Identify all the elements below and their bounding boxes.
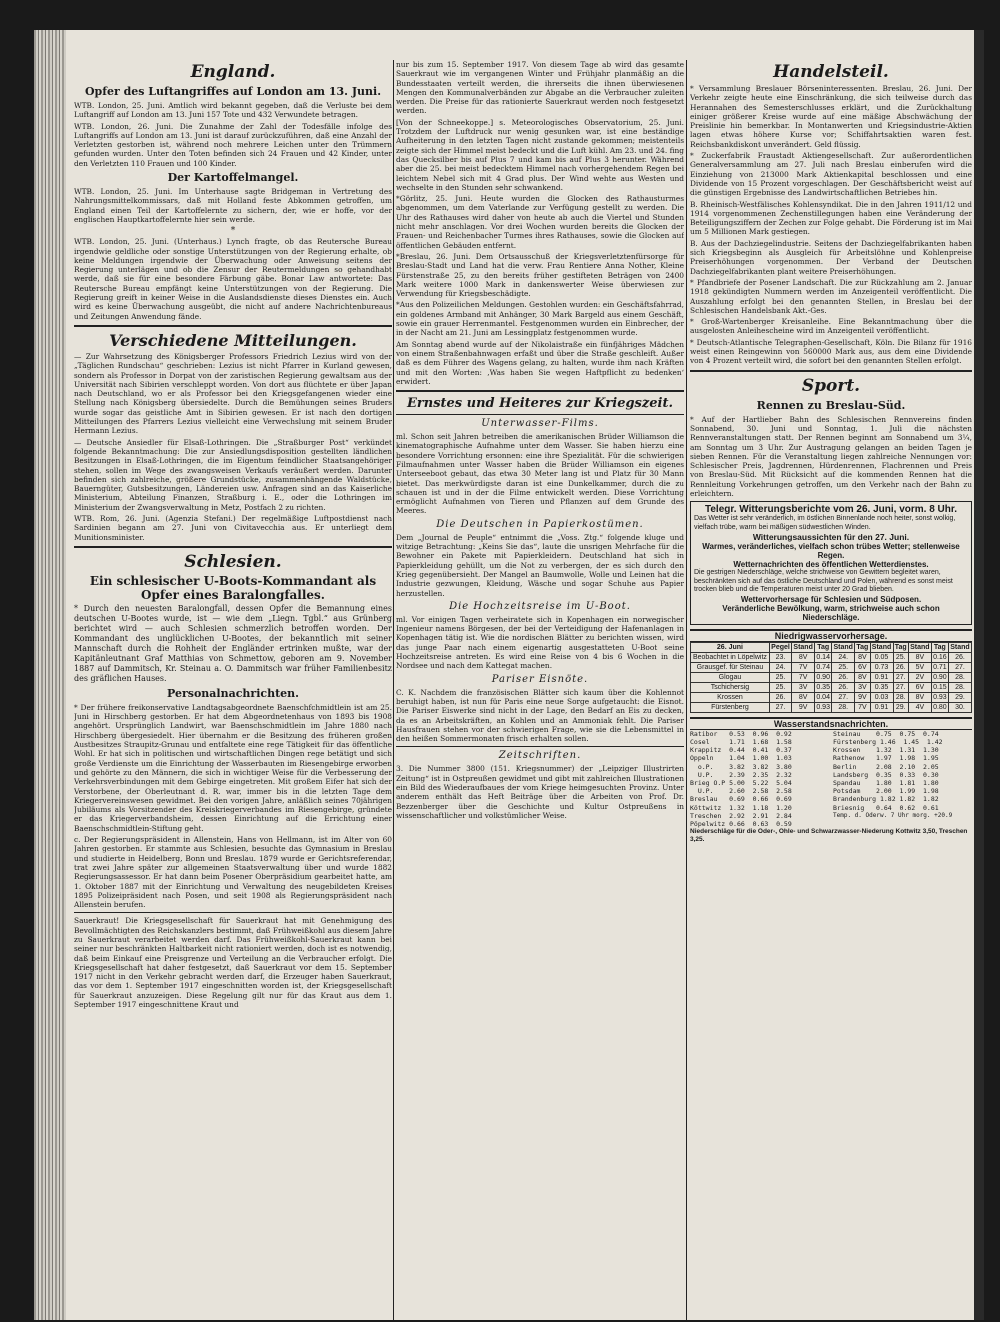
article-paragraph: *Breslau, 26. Juni. Dem Ortsausschuß der Kriegsverletztenfürsorge für Breslau-Stadt und Land hat die verw. Frau Rentiere Anna Nother, Kleine Fürstenstraße 25, zu den bereits früher gestifteten Beträgen von 2400 Mark weitere 1000 Mark in dankenswerter Weise überwiesen zur Verwendung für Kriegsbeschädigte. xyxy=(396,251,684,299)
table-cell: 0.90 xyxy=(816,673,830,681)
table-cell: 0.04 xyxy=(816,693,830,701)
table-cell: 25. xyxy=(832,662,855,672)
gauge-table-right: Steinau 0.75 0.75 0.74 Fürstenberg 1.46 1.45 1.42 Krossen 1.32 1.31 1.30 Rathenow 1.97 1.98 1.95 Berlin 2.08 2.10 2.05 Landsberg 0.35 0.33 0.30 Spandau 1.80 1.81 1.80 Potsdam 2.00 1.99 1.98 Brandenburg 1.82 1.82 1.82 Briesnig 0.64 0.62 0.61 xyxy=(833,729,943,812)
article-paragraph: — Deutsche Ansiedler für Elsaß-Lothringen. Die „Straßburger Post“ verkündet folgende Bekanntmachung: Die zur Ansiedlungsdisposition gestellten ländlichen Besitzungen in Elsaß-Lothringen, die im Eigentum feindlicher Staatsangehöriger stehen, sollen im Wege des zwangsweisen Verkaufs veräußert werden. Darunter befinden sich zahlreiche, größere Grundstücke, zusammenhängende Waldstücke, Bauerngüter, Gutsbesitzungen, Ländereien usw. Anfragen sind an das Kaiserliche Ministerium, Abteilung Finanzen, Straßburg i. E., oder die Lothringen im Ministerium der Zwangsverwaltung in Metz, Postfach 2 zu richten. xyxy=(74,437,392,512)
table-cell: 3V xyxy=(792,682,815,692)
table-cell: 0.05 xyxy=(870,652,893,662)
low-water-table xyxy=(690,642,972,713)
article-paragraph: WTB. Rom, 26. Juni. (Agenzia Stefani.) Der regelmäßige Luftpostdienst nach Sardinien begann am 27. Juni von Civitavecchia aus. Er unterliegt dem Munitionsminister. xyxy=(74,513,392,542)
table-cell: 8V xyxy=(908,652,931,662)
table-cell: 8V xyxy=(792,652,815,662)
table-cell: 25. xyxy=(769,682,791,692)
headline-u-boot: Ein schlesischer U-Boots-Kommandant als Opfer eines Baralongfalles. xyxy=(89,573,377,602)
table-cell: Krossen xyxy=(691,692,770,702)
low-water-title: Niedrigwasservorhersage. xyxy=(690,629,972,642)
table-header-cell: Tag xyxy=(894,643,907,651)
table-cell: 0.91 xyxy=(870,672,893,682)
table-cell: 0.35 xyxy=(816,683,830,691)
section-divider xyxy=(74,546,392,548)
table-cell: 9V xyxy=(792,702,815,712)
weather-title: Telegr. Witterungsberichte vom 26. Juni, vorm. 8 Uhr. xyxy=(704,504,957,516)
table-cell: Fürstenberg xyxy=(691,702,770,712)
subheading-papier: Die Deutschen in Papierkostümen. xyxy=(436,518,644,530)
table-cell: 4V xyxy=(908,702,931,712)
article-paragraph: * Durch den neuesten Baralongfall, dessen Opfer die Bemannung eines deutschen U-Bootes wurde, ist — wie dem „Liegn. Tgbl.“ aus Grünberg berichtet wird — auch Schlesien schmerzlich betroffen worden. Der Kommandant des unglücklichen U-Bootes, der bekanntlich mit seiner Mannschaft durch die Rohheit der Engländer ertrinken mußte, war der Kapitänleutnant Graf Matthias von Schmettow, geboren am 9. November 1887 auf Dammitsch, Kr. Steinau a. O. Dammitsch war früher Familienbesitz des gräflichen Hauses. xyxy=(74,603,392,683)
table-header-cell: Tag xyxy=(815,642,832,652)
water-level-tables xyxy=(690,730,972,828)
table-cell: 0.93 xyxy=(933,693,947,701)
forecast2-text: Veränderliche Bewölkung, warm, strichweise auch schon Niederschläge. xyxy=(722,603,940,622)
table-cell: 27. xyxy=(832,692,855,702)
article-paragraph: * Auf der Hartlieber Bahn des Schlesischen Rennvereins finden Sonnabend, 30. Juni und Sonntag, 1. Juli die nächsten Rennveranstaltungen statt. Der Rennen beginnt am Sonnabend um 3¼, am Sonntag um 3 Uhr. Zur Austragung gelangen an beiden Tagen je sieben Rennen. Für die Veranstaltung liegen zahlreiche Nennungen vor: Schlesischer Preis, Jagdrennen, Hürdenrennen, Flachrennen und Preis von Breslau-Süd. Mit Rücksicht auf die kommenden Rennen hat die Rennleitung Vorkehrungen getroffen, um den Verkehr nach der Bahn zu erleichtern. xyxy=(690,414,972,498)
section-title-sport: Sport. xyxy=(801,375,861,396)
table-cell: 26. xyxy=(832,682,855,692)
newspaper-page xyxy=(34,30,984,1320)
section-divider xyxy=(396,390,684,392)
table-cell: 7V xyxy=(855,702,870,712)
table-cell: 0.14 xyxy=(816,653,830,661)
article-paragraph: Sauerkraut! Die Kriegsgesellschaft für Sauerkraut hat mit Genehmigung des Bevollmächtigten des Reichskanzlers bestimmt, daß Frühweißkohl aus diesem Jahre zu Sauerkraut verarbeitet werden darf. Das Frühweißkohl-Sauerkraut kann bei seiner nur beschränkten Haltbarkeit nicht rationiert werden, doch ist es notwendig, daß beim Einkauf eine Preisgrenze und Verteilung an die Verbraucher erfolgt. Die Kriegsgesellschaft hat daher festgesetzt, daß Sauerkraut vor dem 15. September 1917 nicht in den Verkehr gebracht werden darf, die Erzeuger haben Sauerkraut, das vor dem 1. September 1917 eingeschnitten worden ist, der Kriegsgesellschaft für Sauerkraut anzuzeigen. Diese Regelung gilt nur für das Kraut aus dem 1. September 1917 eingeschnittene Kraut und xyxy=(74,916,392,1010)
table-cell: 0.90 xyxy=(933,673,947,681)
article-paragraph: ml. Vor einigen Tagen verheiratete sich in Kopenhagen ein norwegischer Ingenieur namens Börgesen, der bei der Verteidigung der Hafenanlagen in Kopenhagen tätig ist. Wie die nordischen Blätter zu berichten wissen, wird das junge Paar nach einem eigenartig ausgestatteten U-Boot seine Hochzeitsreise antreten. Es wird eine Reise von 4 bis 6 Wochen in die Nordsee und nach dem Kattegat machen. xyxy=(396,614,684,671)
table-cell: 0.74 xyxy=(816,663,830,671)
table-header-cell: Stand xyxy=(833,643,853,651)
table-cell: 25. xyxy=(769,672,791,682)
article-paragraph: WTB. London, 25. Juni. Im Unterhause sagte Bridgeman in Vertretung des Nahrungsmittelkommissars, daß mit Holland feste Abkommen getroffen, um England einen Teil der Kartoffelernte zu sichern, der, wie er hoffe, vor der englischen Hauptkartoffelernte hier sein werde. xyxy=(74,187,392,224)
article-paragraph: WTB. London, 25. Juni. Amtlich wird bekannt gegeben, daß die Verluste bei dem Luftangriff auf London am 13. Juni 157 Tote und 432 Verwundete betragen. xyxy=(74,101,392,120)
table-header-row xyxy=(691,642,972,652)
table-cell: Grausgef. für Steinau xyxy=(691,662,770,672)
article-paragraph: Dem „Journal de Peuple“ entnimmt die „Voss. Ztg.“ folgende kluge und witzige Betrachtung: „Keins Sie das“, laute die unsrigen Mehrfache für die Bewohner ein Pakete mit Papierkleidern. Deutschland hat sich in Papierkleidung gehüllt, um die Not zu verbergen, der es sich durch den Krieg gegenübersieht. Der Mangel an Baumwolle, Wolle und Leinen hat die Industrie gezwungen, Kleidung, Wäsche und sogar Schuhe aus Papier herzustellen. xyxy=(396,532,684,598)
table-cell: 24. xyxy=(769,662,791,672)
table-row xyxy=(691,682,972,692)
subheading-hochzeit: Die Hochzeitsreise im U-Boot. xyxy=(449,600,631,612)
table-header-cell: Stand xyxy=(950,643,970,651)
table-cell: 28. xyxy=(948,682,971,692)
column-right xyxy=(690,60,972,1320)
section-title-england: England. xyxy=(190,62,276,82)
table-cell: 8V xyxy=(855,672,870,682)
table-cell: 0.91 xyxy=(870,702,893,712)
article-paragraph: C. K. Nachdem die französischen Blätter sich kaum über die Kohlennot beruhigt haben, ist nun für Paris eine neue Sorge aufgetaucht: die Eisnot. Die Pariser Eiswerke sind nicht in der Lage, den Bedarf an Eis zu decken, da es an Arbeitskräften, an Kohlen und an Ammoniak fehlt. Die Pariser Hausfrauen stehen vor der schwierigen Frage, wie sie die Lebensmittel in den heißen Sommermonaten frisch erhalten sollen. xyxy=(396,687,684,744)
table-header-cell: Tag xyxy=(856,643,869,651)
headline-luftangriff: Opfer des Luftangriffes auf London am 13. Juni. xyxy=(84,85,382,98)
table-header-cell: Stand xyxy=(910,643,930,651)
table-cell: 23. xyxy=(769,652,791,662)
table-cell: 27. xyxy=(769,702,791,712)
table-cell: 9V xyxy=(855,692,870,702)
article-paragraph: [Von der Schneekoppe.] s. Meteorologisches Observatorium, 25. Juni. Trotzdem der Luftdruck nur wenig gesunken war, ist eine beständige Aufheiterung in den letzten Tagen nicht zustande gekommen; meistenteils zeigte sich der Himmel meist bedeckt und die Luft kühl. Am 23. und 24. fing das Quecksilber bis auf Plus 7 und kam bis auf Plus 3 herunter. Während aber die 25. bei meist bedecktem Himmel nach vorhergehendem Regen bei leichtem Nebel sich mit 4 Grad plus. Der Wind wehte aus Westen und wechselte in den Stunden sehr schwankend. xyxy=(396,117,684,192)
article-paragraph: nur bis zum 15. September 1917. Von diesem Tage ab wird das gesamte Sauerkraut wie im vergangenen Winter und Frühjahr planmäßig an die Bundesstaaten verteilt werden, die ihrerseits die ihnen überwiesenen Mengen den Kommunalverbänden zur Abgabe an die Verbraucher zuleiten werden. Die Preise für das rationierte Sauerkraut werden noch festgesetzt werden. xyxy=(396,60,684,116)
observations-title: Wetternachrichten des öffentlichen Wetterdienstes. xyxy=(733,560,929,570)
subheading-zeitschriften: Zeitschriften. xyxy=(498,750,582,762)
table-cell: 27. xyxy=(893,672,908,682)
subheading-personal: Personalnachrichten. xyxy=(167,686,299,700)
weather-text: Das Wetter ist sehr veränderlich, im östlichen Binnenlande noch heiter, sonst wolkig, vielfach trübe, warm bei mäßigen südwestlichen Winden. xyxy=(694,515,956,531)
article-paragraph: *Görlitz, 25. Juni. Heute wurden die Glocken des Rathausturmes abgenommen, um dem Vaterlande zur Verfügung gestellt zu werden. Die Uhr des Rathauses wird daher von heute ab auch die Viertel und Stunden nicht mehr anschlagen. Vor drei Wochen wurden bereits die Glocken der Frauen- und Reichenbacher Turmes ihres Rathauses, sowie die Glocken auf öffentlichen Gebäuden entfernt. xyxy=(396,194,684,250)
forecast2-title: Wettervorhersage für Schlesien und Südposen. xyxy=(740,594,922,604)
table-cell: 0.73 xyxy=(870,662,893,672)
article-paragraph: * Pfandbriefe der Posener Landschaft. Die zur Rückzahlung am 2. Januar 1918 gekündigten Nummern werden im Anzeigenteil veröffentlicht. Die Auszahlung erfolgt bei den genannten Stellen, in Breslau bei der Schlesischen Handelsbank Akt.-Ges. xyxy=(690,277,972,315)
table-body xyxy=(691,652,972,712)
divider xyxy=(74,912,392,913)
divider xyxy=(396,414,684,415)
section-title-ernstes: Ernstes und Heiteres zur Kriegszeit. xyxy=(407,396,673,412)
table-header-cell: Tag xyxy=(931,642,948,652)
table-cell: 0.16 xyxy=(933,653,947,661)
article-paragraph: *Aus den Polizeilichen Meldungen. Gestohlen wurden: ein Geschäftsfahrrad, ein goldenes Armband mit Anhänger, 30 Mark Bargeld aus einem Geschäft, sowie ein grauer Herrenmantel. Festgenommen wurden ein Einbrecher, der in der Nacht am 21. Juni am Lessingplatz festgenommen wurde. xyxy=(396,300,684,338)
column-middle xyxy=(396,60,684,1320)
article-paragraph: * Versammlung Breslauer Börseninteressenten. Breslau, 26. Juni. Der Verkehr zeigte heute eine Einschränkung, die sich teilweise durch das Herannahen des Semesterschlusses erklärt, und die Zurückhaltung einiger größerer Kreise wurde auf eine mäßige Abschwächung der Preislinie hin bemerkbar. In Montanwerten und Kriegsindustrie-Aktien lagen etwas höhere Kurse vor; Schiffahrtsaktien waren fest. Reichsbankdiskont unverändert. Geld flüssig. xyxy=(690,84,972,149)
gauge-footnote: Temp. d. Oderw. 7 Uhr morg. +20.9 xyxy=(833,811,953,819)
table-cell: 0.35 xyxy=(870,682,893,692)
table-cell: 8V xyxy=(908,692,931,702)
table-cell: 30. xyxy=(948,702,971,712)
book-binding-edge xyxy=(34,30,66,1320)
article-paragraph: WTB. London, 26. Juni. Die Zunahme der Zahl der Todesfälle infolge des Luftangriffs auf London am 13. Juni ist darauf zurückzuführen, daß eine Anzahl der Verletzten gestorben ist, während noch mehrere Leichen unter den Trümmern gefunden wurden. Unter den Toten befinden sich 24 Frauen und 42 Kinder, unter den Verletzten 110 Frauen und 100 Kinder. xyxy=(74,121,392,168)
table-row xyxy=(691,652,972,662)
gauge-table-left: Ratibor 0.53 0.96 0.92 Cosel 1.71 1.68 1.58 Krappitz 0.44 0.41 0.37 Oppeln 1.04 1.00 1.03 o.P. 3.82 3.82 3.80 U.P. 2.39 2.35 2.32 Brieg O.P 5.00 5.22 5.04 U.P. 2.60 2.58 2.58 Breslau 0.69 0.66 0.69 Köttwitz 1.32 1.18 1.20 Treschen 2.92 2.91 2.84 Pöpelwitz 0.66 0.63 0.59 xyxy=(690,729,792,829)
table-cell: 6V xyxy=(908,682,931,692)
article-paragraph: * Zuckerfabrik Fraustadt Aktiengesellschaft. Zur außerordentlichen Generalversammlung am 27. Juli nach Breslau einberufen wird die Einziehung von 213000 Mark Aktienkapital beschlossen und eine Dividende von 15 Prozent vorgeschlagen. Der Geschäftsbericht weist auf die günstigen Ergebnisse des Landwirtschaftlichen Betriebes hin. xyxy=(690,151,972,198)
column-rule xyxy=(393,60,394,1320)
table-cell: 24. xyxy=(832,652,855,662)
table-cell: 0.93 xyxy=(816,703,830,711)
table-cell: 7V xyxy=(792,662,815,672)
observations-text: Die gestrigen Niederschläge, welche strichweise von Gewittern begleitet waren, beschränkten sich auf das östliche Deutschland und Polen, während es sonst meist trocken blieb und die Temperaturen meist unter 20 Grad blieben. xyxy=(694,569,953,594)
table-cell: 29. xyxy=(948,692,971,702)
section-divider xyxy=(690,370,972,372)
table-cell: 8V xyxy=(855,652,870,662)
table-cell: 2V xyxy=(908,672,931,682)
table-cell: Glogau xyxy=(691,672,770,682)
table-cell: 7V xyxy=(792,672,815,682)
article-paragraph: * Groß-Wartenberger Kreisanleihe. Eine Bekanntmachung über die ausgelosten Anleihescheine wird im Anzeigenteil veröffentlicht. xyxy=(690,317,972,336)
table-cell: 27. xyxy=(893,682,908,692)
article-paragraph: B. Aus der Dachziegelindustrie. Seitens der Dachziegelfabrikanten haben sich Kriegsbeginn als Ausgleich für Arbeitslöhne und Kohlenpreise Preiserhöhungen vorgenommen. Der Verband der Deutschen Dachziegelfabrikanten plant weitere Preiserhöhungen. xyxy=(690,238,972,276)
subheading-rennen: Rennen zu Breslau-Süd. xyxy=(756,398,906,412)
table-row xyxy=(691,662,972,672)
table-cell: Tschichersig xyxy=(691,682,770,692)
table-cell: 26. xyxy=(769,692,791,702)
table-cell: 0.03 xyxy=(870,692,893,702)
subheading-unterwasser: Unterwasser-Films. xyxy=(481,418,599,430)
weather-report-box xyxy=(690,501,972,625)
article-paragraph: ml. Schon seit Jahren betreiben die amerikanischen Brüder Williamson die kinematographische Aufnahme unter dem Wasser. Sie haben hierzu eine besondere Vorrichtung ersonnen: eine ihre Spezialität. Für die schwierigen Filmaufnahmen unter Wasser haben die Brüder Williamson ein eigenes Unterseeboot gebaut, das etwa 30 Meter lang ist und Platz für 30 Mann bietet. Das merkwürdigste daran ist eine Dunkelkammer, durch die zu schauen ist und in der die Filme entwickelt werden. Diese Vorrichtung ermöglicht Aufnahmen von Tieren und Pflanzen auf dem Grunde des Meeres. xyxy=(396,432,684,516)
subheading-kartoffel: Der Kartoffelmangel. xyxy=(167,171,299,185)
article-paragraph: * Deutsch-Atlantische Telegraphen-Gesellschaft, Köln. Die Bilanz für 1916 weist einen Reingewinn von 560000 Mark aus, aus dem eine Dividende von 4 Prozent verteilt wird, die sofort bei den genannten Stellen erfolgt. xyxy=(690,337,972,366)
table-cell: 28. xyxy=(948,672,971,682)
precipitation-note: Niederschläge für die Oder-, Ohle- und Schwarzwasser-Niederung Kottwitz 3,50, Treschen 3,25. xyxy=(690,828,968,844)
table-cell: 0.15 xyxy=(933,683,947,691)
forecast-text: Warmes, veränderliches, vielfach schon trübes Wetter; stellenweise Regen. xyxy=(702,542,960,561)
article-paragraph: — Zur Wahrsetzung des Königsberger Professors Friedrich Lezius wird von der „Täglichen Rundschau“ geschrieben: Lezius ist nicht Pfarrer in Kurland gewesen, sondern als Professor in Dorpat von der zaristischen Regierung gewaltsam aus der Universität nach Sibirien verschleppt worden. Von dort aus flüchtete er über Japan nach Deutschland, wo er als Professor bei den Kriegsgefangenen wieder eine Stellung nach Königsberg übersiedelte. Durch die Bemühungen seines Bruders wurde sogar das geistliche Amt in Sibirien gewesen. Er ist nach den dortigen Mitteilungen des Pfarrers Lezius vielleicht eine Verwechslung mit seinem Bruder Hermann Lezius. xyxy=(74,351,392,436)
article-paragraph: 3. Die Nummer 3800 (151. Kriegsnummer) der „Leipziger Illustrirten Zeitung“ ist in Ostpreußen gewidmet und gibt mit zahlreichen Illustrationen ein Bild des Wiederaufbaues der vom Kriege heimgesuchten Provinz. Unter anderem enthält das Heft Beiträge über die Arbeiten von Prof. Dr. Bezzenberger über die Geschichte und Kultur Ostpreußens in wissenschaftlicher und volkstümlicher Weise. xyxy=(396,764,684,820)
table-cell: 27. xyxy=(948,662,971,672)
table-header-cell: Stand xyxy=(871,643,892,651)
table-cell: 0.80 xyxy=(933,703,947,711)
divider xyxy=(396,746,684,747)
article-paragraph: * Der frühere freikonservative Landtagsabgeordnete Baenschfchmidtlein ist am 25. Juni in Hirschberg gestorben. Er hat dem Abgeordnetenhaus von 1893 bis 1908 angehört. Ursprünglich Landwirt, war Baenschschmidtlein im Jahre 1880 nach Hirschberg übergesiedelt. Hier übernahm er die Besitzung des früheren großen Austbesitzes Straupitz-Grunau und entfaltete eine rege Tätigkeit für das öffentliche Wohl. Er hat sich in politischen und wirtschaftlichen Dingen rege betätigt und sich große Verdienste um die Einrichtung der Wasserbauten im Riesengebirge erworben und gehörte zu den Männern, die sich in wichtiger Weise für die Verbesserung der Verkehrsverbindungen mit dem Gebirge eingetreten. Mit großem Eifer hat sich der Verstorbene, der Oberleutnant d. R. war, immer bis in die letzten Tage dem Kriegervereinswesen gewidmet. Bei den vorigen Jahre, anläßlich seines 70jährigen Jubiläums als Vorsitzender des Kreiskriegerverbandes im Riesengebirge, gründete er das Kriegerverbandsheim, dessen Einrichtung auf die Errichtung einer Baenschschmidtlein-Stiftung geht. xyxy=(74,702,392,833)
table-cell: 6V xyxy=(855,662,870,672)
table-row xyxy=(691,672,972,682)
table-cell: 28. xyxy=(893,692,908,702)
section-title-misc: Verschiedene Mitteilungen. xyxy=(109,330,357,350)
table-cell: 8V xyxy=(792,692,815,702)
section-title-handel: Handelsteil. xyxy=(773,62,889,82)
table-cell: 26. xyxy=(832,672,855,682)
separator-star: * xyxy=(230,226,236,237)
table-row xyxy=(691,692,972,702)
table-cell: 3V xyxy=(855,682,870,692)
article-paragraph: WTB. London, 25. Juni. (Unterhaus.) Lynch fragte, ob das Reutersche Bureau irgendwie geldliche oder sonstige Unterstützungen von der Regierung erhalte, ob keine Meldungen irgendwie der Überwachung oder Anweisung seitens der Regierung unterlägen und ob die Zensur der Reutermeldungen so gehandhabt werde, daß sie für eine besondere Färbung gäbe. Bonar Law antwortete: Das Reutersche Bureau empfängt keine Unterstützungen von der Regierung. Die Regierung greift in keiner Weise in die Auslandsdienste dieses Dienstes ein. Auch wird es keine Überwachung ausgeübt, die nicht auf andere Nachrichtenbureaus und Zeitungen Anwendung fände. xyxy=(74,237,392,321)
column-rule xyxy=(686,60,687,1320)
table-cell: 26. xyxy=(893,662,908,672)
column-left xyxy=(74,60,392,1320)
article-paragraph: Am Sonntag abend wurde auf der Nikolaistraße ein fünfjähriges Mädchen von einem Straßenbahnwagen erfaßt und über die Straße geschleift. Außer daß es dem Führer des Wagens gelang, zu halten, wurde ihm nach Kräften und mit den Worten: ‚Was haben Sie wegen Haftpflicht zu bedenken‘ erwidert. xyxy=(396,339,684,386)
article-paragraph: B. Rheinisch-Westfälisches Kohlensyndikat. Die in den Jahren 1911/12 und 1914 vorgenommenen Zechenstillegungen haben eine Veränderung der Beteiligungsziffern der Zechen zur Folge gehabt. Die Förderung ist im Mai um 5 Millionen Mark gestiegen. xyxy=(690,199,972,237)
subheading-paris: Pariser Eisnöte. xyxy=(491,673,589,685)
page-edge-shadow xyxy=(974,30,984,1320)
water-level-title: Wasserstandsnachrichten. xyxy=(690,717,972,730)
table-cell: 28. xyxy=(832,702,855,712)
article-paragraph: c. Der Regierungspräsident in Allenstein, Hans von Hellmann, ist im Alter von 60 Jahren gestorben. Er stammte aus Schlesien, besuchte das Gymnasium in Breslau und studierte in Heidelberg, Bonn und Breslau. 1879 wurde er Gerichtsreferendar, trat zwei Jahre später zur allgemeinen Staatsverwaltung über und wurde 1882 Regierungsassessor. Er hat dann beim Posener Oberpräsidium gearbeitet hatte, am 1. Oktober 1887 mit der Einrichtung und Verwaltung des neugebildeten Kreises 1895 Polizeipräsident nach Posen, und seit 1908 als Regierungspräsident nach Allenstein berufen. xyxy=(74,835,392,910)
table-row xyxy=(691,702,972,712)
table-header-cell: 26. Juni xyxy=(691,642,770,652)
section-divider xyxy=(74,325,392,327)
table-cell: 26. xyxy=(948,652,971,662)
table-cell: 29. xyxy=(893,702,908,712)
table-cell: 0.71 xyxy=(933,663,947,671)
table-cell: Beobachtet in Löpelwitz xyxy=(691,652,770,662)
table-cell: 5V xyxy=(908,662,931,672)
forecast-title: Witterungsaussichten für den 27. Juni. xyxy=(752,532,910,543)
table-header-cell: Pegel xyxy=(771,643,790,651)
table-header-cell: Stand xyxy=(793,643,813,651)
table-cell: 25. xyxy=(893,652,908,662)
section-title-schlesien: Schlesien. xyxy=(184,551,282,572)
